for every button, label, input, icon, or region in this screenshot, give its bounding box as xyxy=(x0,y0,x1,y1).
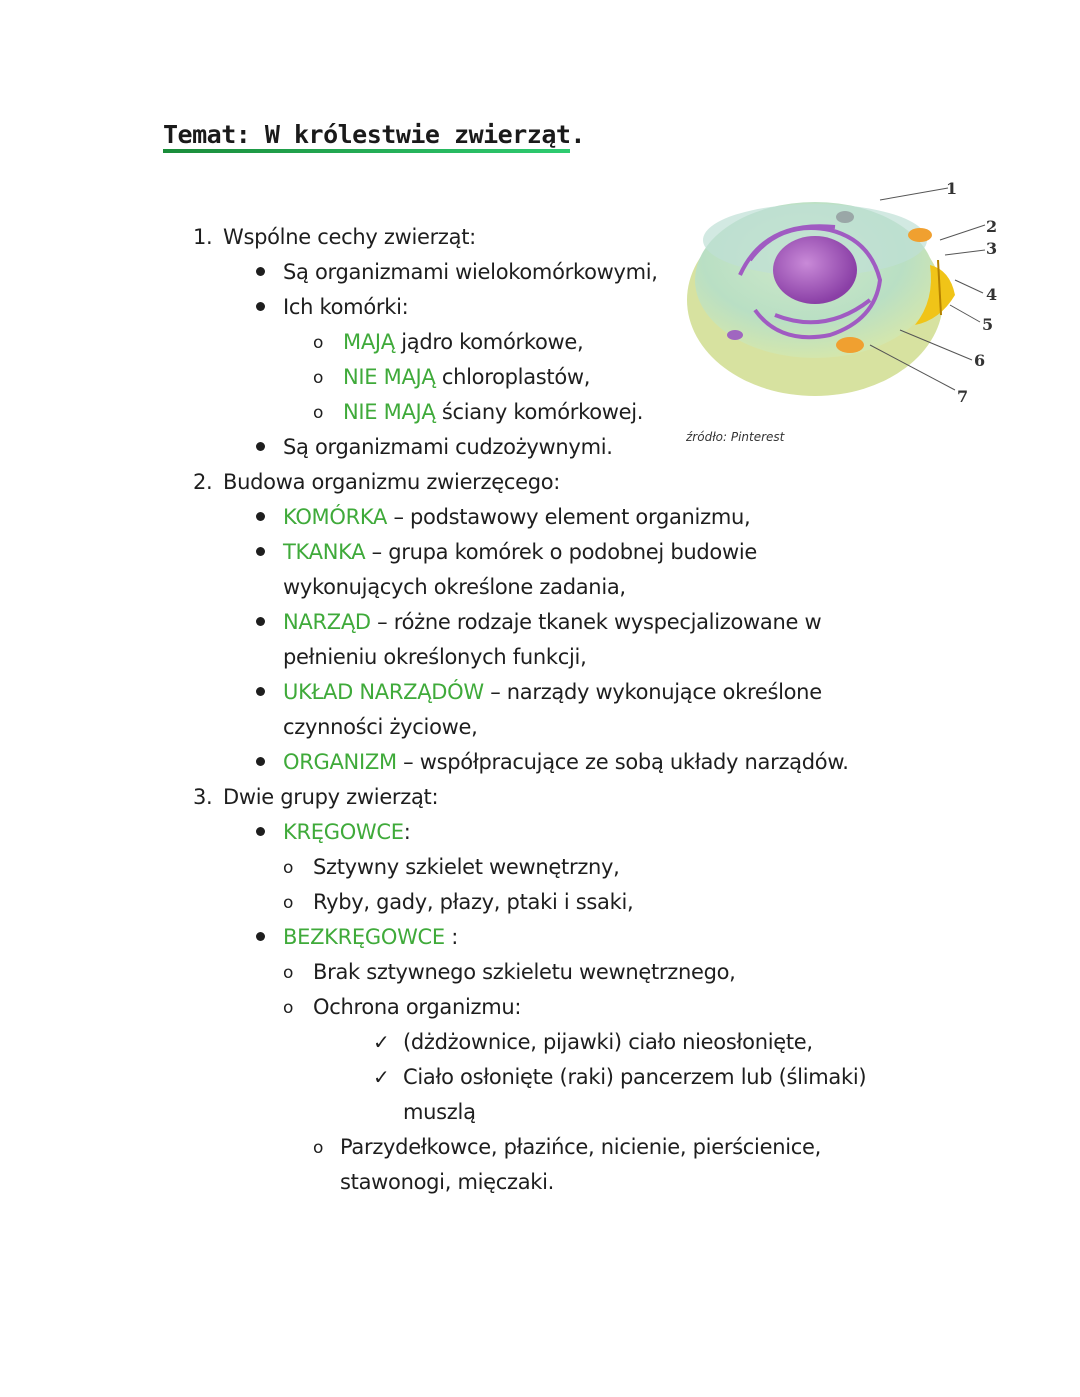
check-icon: ✓ xyxy=(373,1030,390,1054)
list-item: ORGANIZM – współpracujące ze sobą układy narządów. xyxy=(283,750,849,774)
mitochondrion xyxy=(836,337,864,353)
image-source: źródło: Pinterest xyxy=(686,430,785,444)
list-item: KOMÓRKA – podstawowy element organizmu, xyxy=(283,505,751,529)
animal-cell-diagram xyxy=(680,180,1010,425)
section-3-heading: 3. Dwie grupy zwierząt: xyxy=(193,785,439,809)
circle-bullet: o xyxy=(283,858,294,878)
circle-bullet: o xyxy=(313,1138,324,1158)
bullet xyxy=(256,547,265,556)
list-item: KRĘGOWCE: xyxy=(283,820,411,844)
list-item: BEZKRĘGOWCE : xyxy=(283,925,459,949)
list-item: Ochrona organizmu: xyxy=(313,995,522,1019)
label-1: 1 xyxy=(946,180,958,198)
list-item: MAJĄ jądro komórkowe, xyxy=(343,330,584,354)
circle-bullet: o xyxy=(313,368,324,388)
list-item: TKANKA – grupa komórek o podobnej budowie xyxy=(283,540,757,564)
bullet xyxy=(256,442,265,451)
bullet xyxy=(256,687,265,696)
list-item: Ich komórki: xyxy=(283,295,409,319)
circle-bullet: o xyxy=(283,998,294,1018)
list-item-continuation: czynności życiowe, xyxy=(283,715,478,739)
circle-bullet: o xyxy=(283,963,294,983)
nucleus xyxy=(773,236,857,304)
list-item: NIE MAJĄ chloroplastów, xyxy=(343,365,591,389)
bullet xyxy=(256,617,265,626)
section-2-heading: 2. Budowa organizmu zwierzęcego: xyxy=(193,470,561,494)
list-item: Parzydełkowce, płazińce, nicienie, pierścienice, xyxy=(340,1135,821,1159)
circle-bullet: o xyxy=(313,403,324,423)
label-2: 2 xyxy=(986,217,998,236)
list-item: NARZĄD – różne rodzaje tkanek wyspecjalizowane w xyxy=(283,610,822,634)
bullet xyxy=(256,302,265,311)
check-icon: ✓ xyxy=(373,1065,390,1089)
label-4: 4 xyxy=(986,285,998,304)
circle-bullet: o xyxy=(313,333,324,353)
bullet xyxy=(256,512,265,521)
label-5: 5 xyxy=(982,315,994,334)
list-item: Brak sztywnego szkieletu wewnętrznego, xyxy=(313,960,736,984)
list-item: (dżdżownice, pijawki) ciało nieosłonięte, xyxy=(403,1030,813,1054)
list-item: Ryby, gady, płazy, ptaki i ssaki, xyxy=(313,890,634,914)
list-item: Sztywny szkielet wewnętrzny, xyxy=(313,855,620,879)
list-item: Są organizmami wielokomórkowymi, xyxy=(283,260,658,284)
label-7: 7 xyxy=(957,387,969,406)
list-item-continuation: muszlą xyxy=(403,1100,476,1124)
list-item-continuation: wykonujących określone zadania, xyxy=(283,575,626,599)
list-item: Ciało osłonięte (raki) pancerzem lub (ślimaki) xyxy=(403,1065,867,1089)
circle-bullet: o xyxy=(283,893,294,913)
list-item: Są organizmami cudzożywnymi. xyxy=(283,435,613,459)
title-underline xyxy=(163,149,570,153)
list-item: NIE MAJĄ ściany komórkowej. xyxy=(343,400,644,424)
list-item: UKŁAD NARZĄDÓW – narządy wykonujące określone xyxy=(283,680,822,704)
page-title: Temat: W królestwie zwierząt. xyxy=(163,120,585,149)
list-item-continuation: stawonogi, mięczaki. xyxy=(340,1170,555,1194)
label-3: 3 xyxy=(986,239,998,258)
label-6: 6 xyxy=(974,351,986,370)
bullet xyxy=(256,267,265,276)
list-item-continuation: pełnieniu określonych funkcji, xyxy=(283,645,587,669)
bullet xyxy=(256,827,265,836)
bullet xyxy=(256,757,265,766)
section-1-heading: 1. Wspólne cechy zwierząt: xyxy=(193,225,476,249)
bullet xyxy=(256,932,265,941)
